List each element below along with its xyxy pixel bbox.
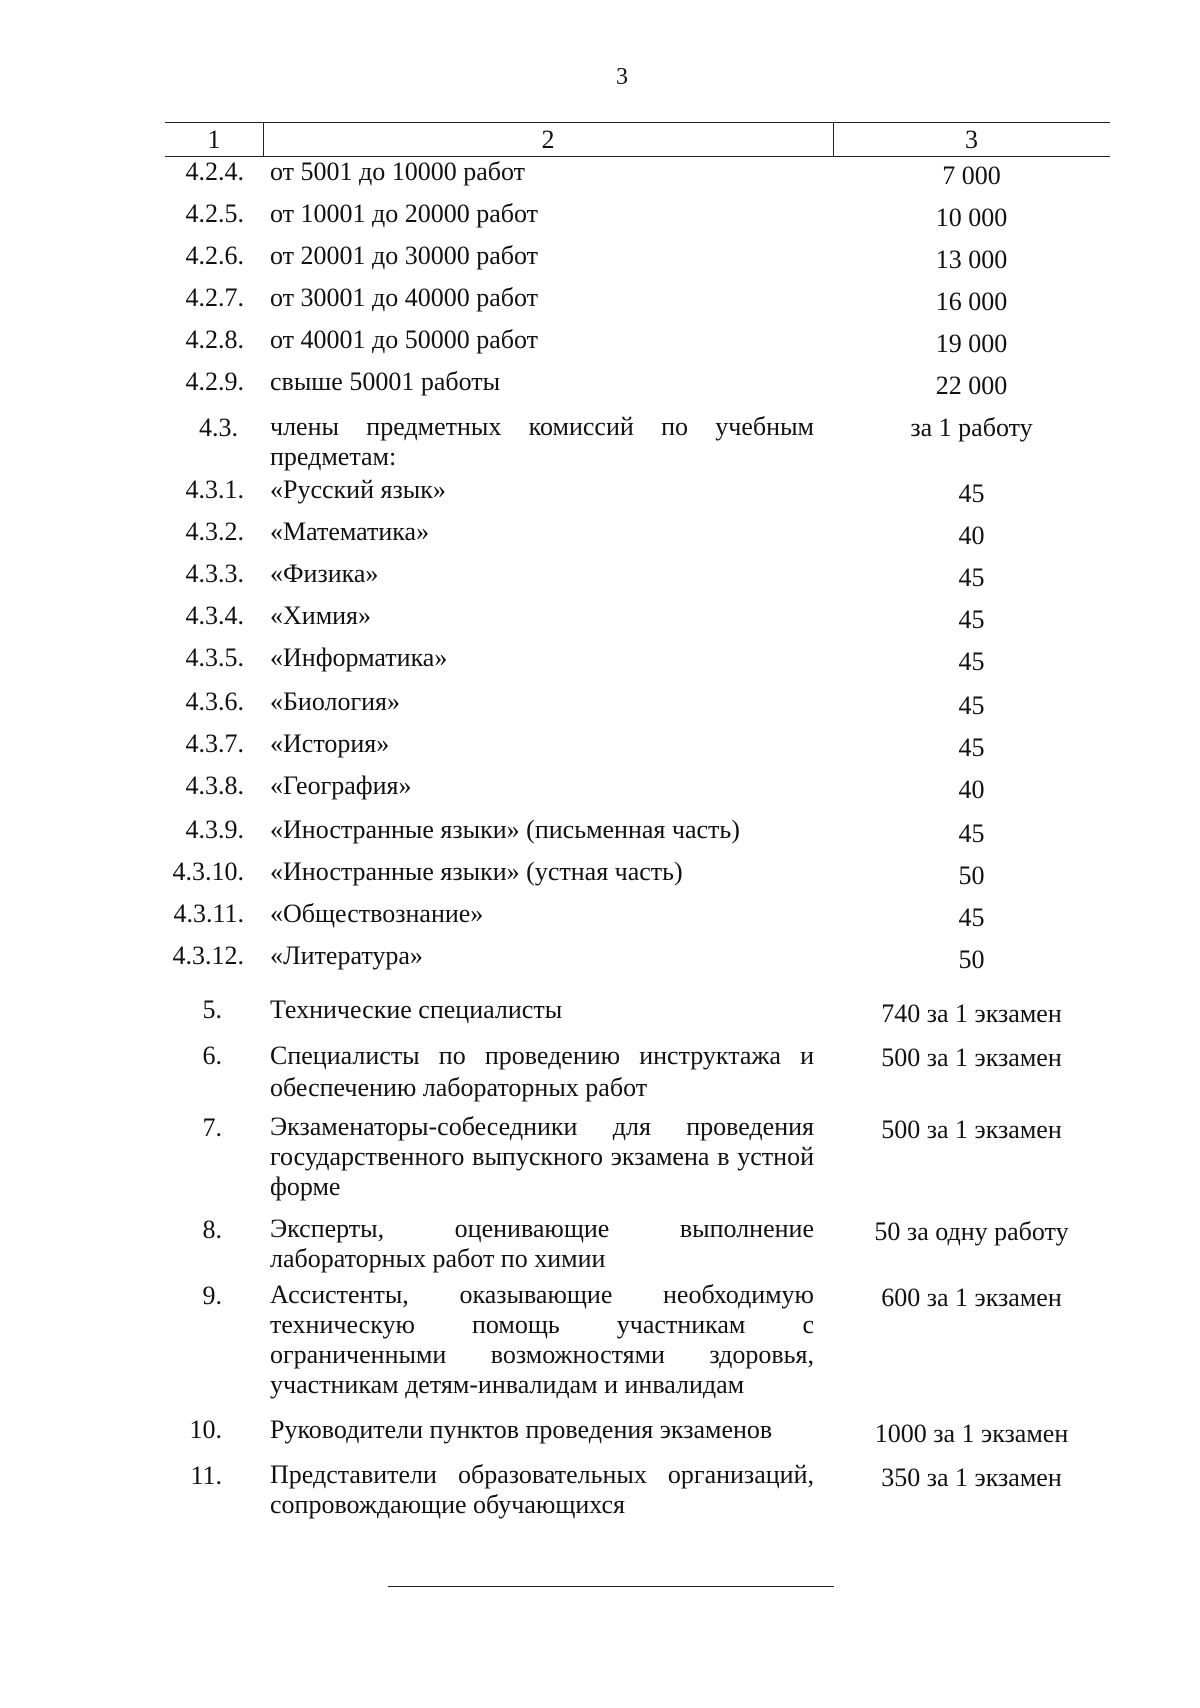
row-value: 500 за 1 экзамен [881,1115,1062,1144]
row-description: от 10001 до 20000 работ [270,199,539,228]
row-description: «Физика» [270,559,379,588]
row-value: 13 000 [935,245,1008,274]
page-number: 3 [616,64,628,90]
row-description: Ассистенты, оказывающие необходимую техническую помощь участникам с ограниченными возможностями здоровья, участникам детям-инвалидам и инвалидам [270,1280,814,1399]
row-description: от 20001 до 30000 работ [270,241,539,270]
row-number: 4.2.4. [185,157,244,186]
row-value: 45 [958,691,985,720]
row-value: 45 [958,733,985,762]
row-value: 19 000 [935,329,1008,358]
row-value: 350 за 1 экзамен [881,1463,1062,1492]
row-number: 4.3.9. [185,815,244,844]
row-number: 7. [202,1113,222,1142]
row-number: 5. [202,995,222,1024]
row-number: 11. [190,1461,222,1490]
row-value: 45 [958,903,985,932]
row-number: 4.3.8. [185,771,244,800]
row-value: 45 [958,479,985,508]
row-value: 740 за 1 экзамен [881,999,1062,1028]
row-value: 50 [958,945,985,974]
row-value: 1000 за 1 экзамен [874,1419,1069,1448]
column-header-amount: 3 [965,125,978,154]
row-value: 50 за одну работу [874,1217,1069,1246]
row-description: «Математика» [270,517,430,546]
row-description: «История» [270,729,390,758]
row-number: 4.3.4. [185,601,244,630]
row-description: свыше 50001 работы [270,367,501,396]
row-number: 4.3.6. [185,687,244,716]
row-description: «Русский язык» [270,475,446,504]
row-value: 45 [958,605,985,634]
row-number: 8. [202,1215,222,1244]
row-value: 40 [958,521,985,550]
row-number: 4.2.5. [185,199,244,228]
row-number: 4.2.7. [185,283,244,312]
row-description: «Литература» [270,941,423,970]
table-top-rule [165,122,1110,123]
row-description: от 30001 до 40000 работ [270,283,539,312]
row-description: члены предметных комиссий по учебным предметам: [270,412,814,471]
row-description: «Обществознание» [270,899,484,928]
row-description: «География» [270,771,412,800]
row-value: 500 за 1 экзамен [881,1043,1062,1072]
row-number: 4.3.1. [185,475,244,504]
row-number: 4.2.8. [185,325,244,354]
row-description: «Химия» [270,601,372,630]
row-value: 45 [958,563,985,592]
row-value: 10 000 [935,203,1008,232]
row-number: 4.2.6. [185,241,244,270]
row-number: 9. [202,1281,222,1310]
row-number: 4.2.9. [185,367,244,396]
row-value: 40 [958,775,985,804]
row-description: от 40001 до 50000 работ [270,325,539,354]
row-description: «Иностранные языки» (устная часть) [270,857,683,886]
row-number: 4.3.12. [172,941,244,970]
end-rule [388,1586,834,1587]
row-value: 22 000 [935,371,1008,400]
row-description: Технические специалисты [270,995,563,1024]
row-value: 16 000 [935,287,1008,316]
row-description: Экзаменаторы-собеседники для проведения государственного выпускного экзамена в устной форме [270,1112,814,1201]
row-number: 4.3.3. [185,559,244,588]
row-value: 600 за 1 экзамен [881,1283,1062,1312]
row-value: 50 [958,861,985,890]
row-value: 45 [958,819,985,848]
row-number: 4.3.7. [185,729,244,758]
column-header-number: 1 [207,125,221,154]
row-number: 4.3.11. [173,899,244,928]
row-description: Руководители пунктов проведения экзаменов [270,1415,773,1444]
row-number: 4.3. [199,413,238,442]
row-description: от 5001 до 10000 работ [270,157,526,186]
row-description: Специалисты по проведению инструктажа и обеспечению лабораторных работ [270,1041,814,1102]
row-number: 4.3.10. [172,857,244,886]
row-description: «Биология» [270,687,401,716]
row-description: Эксперты, оценивающие выполнение лабораторных работ по химии [270,1214,814,1273]
row-number: 6. [202,1041,222,1070]
column-header-description: 2 [541,125,555,154]
row-value: 7 000 [942,161,1001,190]
row-description: «Иностранные языки» (письменная часть) [270,815,740,844]
row-value: за 1 работу [910,413,1033,442]
row-number: 4.3.2. [185,517,244,546]
row-description: «Информатика» [270,643,448,672]
row-description: Представители образовательных организаций, сопровождающие обучающихся [270,1460,814,1519]
row-number: 10. [189,1415,222,1444]
row-value: 45 [958,647,985,676]
row-number: 4.3.5. [185,643,244,672]
